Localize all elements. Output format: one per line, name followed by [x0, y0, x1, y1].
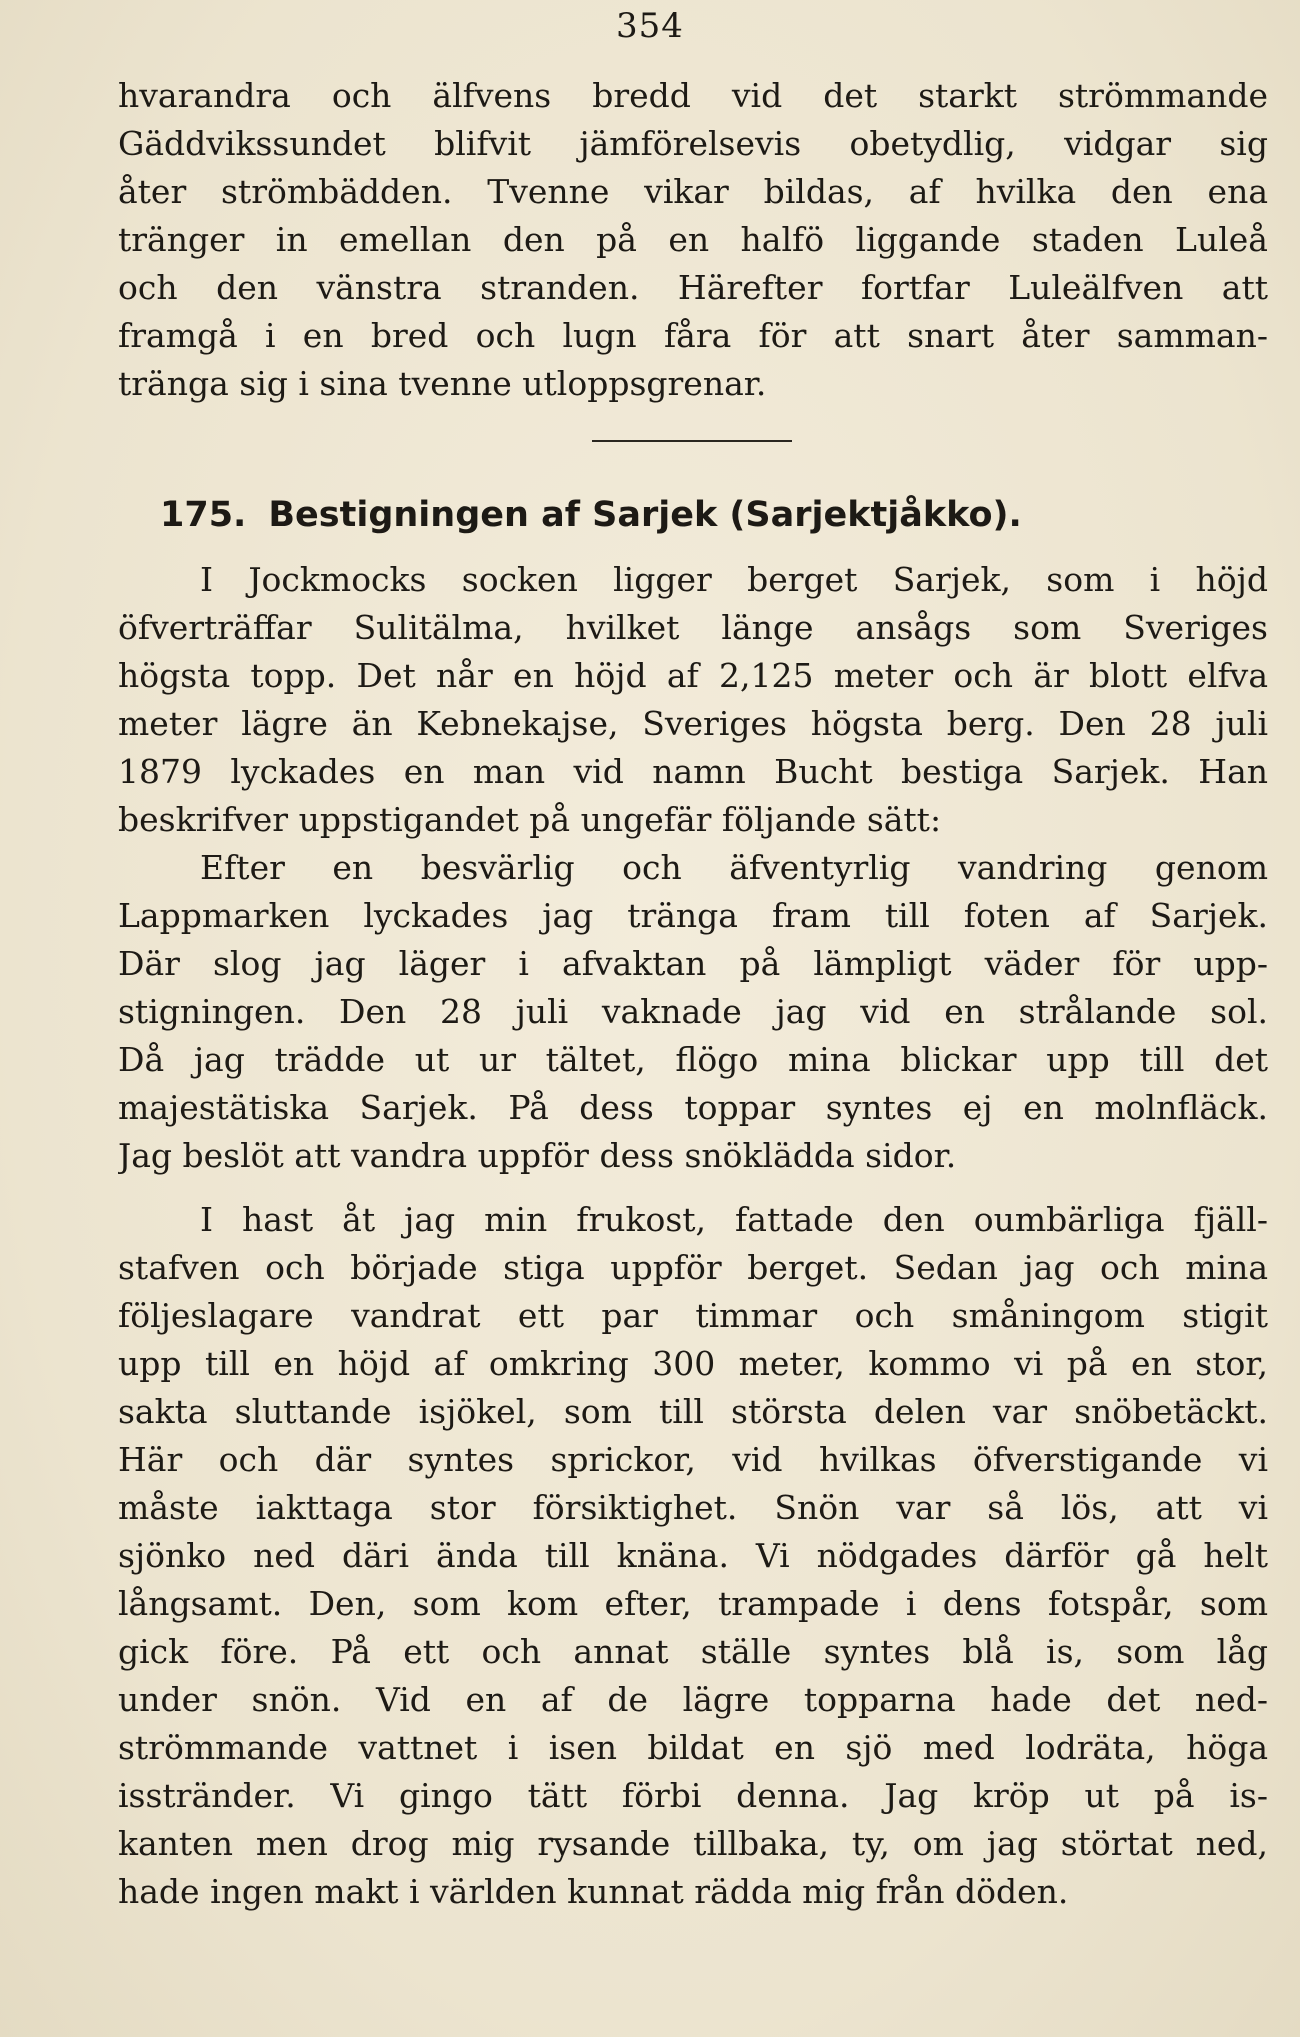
paragraph-2	[118, 556, 1268, 1180]
text-line: under snön. Vid en af de lägre topparna hade det ned-	[118, 1680, 1268, 1719]
text-line: Där slog jag läger i afvaktan på lämpligt väder för upp-	[118, 944, 1268, 983]
text-line: Lappmarken lyckades jag tränga fram till foten af Sarjek.	[118, 896, 1268, 935]
text-line: I Jockmocks socken ligger berget Sarjek, som i höjd	[200, 560, 1268, 599]
text-line: hvarandra och älfvens bredd vid det starkt strömmande	[118, 76, 1268, 115]
text-line: Då jag trädde ut ur tältet, flögo mina blickar upp till det	[118, 1040, 1268, 1079]
text-line: Gäddvikssundet blifvit jämförelsevis obetydlig, vidgar sig	[118, 124, 1268, 163]
text-line: långsamt. Den, som kom efter, trampade i dens fotspår, som	[118, 1584, 1268, 1623]
text-line: isstränder. Vi gingo tätt förbi denna. Jag kröp ut på is-	[118, 1776, 1268, 1815]
text-line: framgå i en bred och lugn fåra för att snart åter samman-	[118, 316, 1268, 355]
text-line: och den vänstra stranden. Härefter fortfar Luleälfven att	[118, 268, 1268, 307]
text-line: tränger in emellan den på en halfö liggande staden Luleå	[118, 220, 1268, 259]
text-line: sjönko ned däri ända till knäna. Vi nödgades därför gå helt	[118, 1536, 1268, 1575]
text-line: Efter en besvärlig och äfventyrlig vandring genom	[200, 848, 1268, 887]
text-line: gick före. På ett och annat ställe syntes blå is, som låg	[118, 1632, 1268, 1671]
section-number: 175.	[160, 495, 247, 535]
text-line: strömmande vattnet i isen bildat en sjö med lodräta, höga	[118, 1728, 1268, 1767]
text-line: meter lägre än Kebnekajse, Sveriges högsta berg. Den 28 juli	[118, 704, 1268, 743]
section-divider	[592, 440, 792, 442]
text-line: majestätiska Sarjek. På dess toppar syntes ej en molnfläck.	[118, 1088, 1268, 1127]
text-line: upp till en höjd af omkring 300 meter, kommo vi på en stor,	[118, 1344, 1268, 1383]
text-line: stafven och började stiga uppför berget. Sedan jag och mina	[118, 1248, 1268, 1287]
text-line: hade ingen makt i världen kunnat rädda mig från döden.	[118, 1872, 1069, 1911]
text-line: högsta topp. Det når en höjd af 2,125 meter och är blott elfva	[118, 656, 1268, 695]
page-number: 354	[616, 6, 684, 46]
text-line: följeslagare vandrat ett par timmar och småningom stigit	[118, 1296, 1268, 1335]
paragraph-1	[118, 72, 1268, 408]
section-heading	[160, 490, 1260, 540]
text-line: Här och där syntes sprickor, vid hvilkas öfverstigande vi	[118, 1440, 1268, 1479]
text-line: beskrifver uppstigandet på ungefär följande sätt:	[118, 800, 942, 839]
text-line: åter strömbädden. Tvenne vikar bildas, af hvilka den ena	[118, 172, 1268, 211]
text-line: 1879 lyckades en man vid namn Bucht bestiga Sarjek. Han	[118, 752, 1268, 791]
text-line: kanten men drog mig rysande tillbaka, ty, om jag störtat ned,	[118, 1824, 1268, 1863]
text-line: måste iakttaga stor försiktighet. Snön var så lös, att vi	[118, 1488, 1268, 1527]
text-line: Jag beslöt att vandra uppför dess snöklädda sidor.	[118, 1136, 957, 1175]
section-title: Bestigningen af Sarjek (Sarjektjåkko).	[268, 495, 1022, 535]
text-line: tränga sig i sina tvenne utloppsgrenar.	[118, 364, 767, 403]
text-line: I hast åt jag min frukost, fattade den oumbärliga fjäll-	[200, 1200, 1268, 1239]
text-line: öfverträffar Sulitälma, hvilket länge ansågs som Sveriges	[118, 608, 1268, 647]
paragraph-3	[118, 1196, 1268, 1916]
text-line: sakta sluttande isjökel, som till största delen var snöbetäckt.	[118, 1392, 1268, 1431]
text-line: stigningen. Den 28 juli vaknade jag vid en strålande sol.	[118, 992, 1268, 1031]
